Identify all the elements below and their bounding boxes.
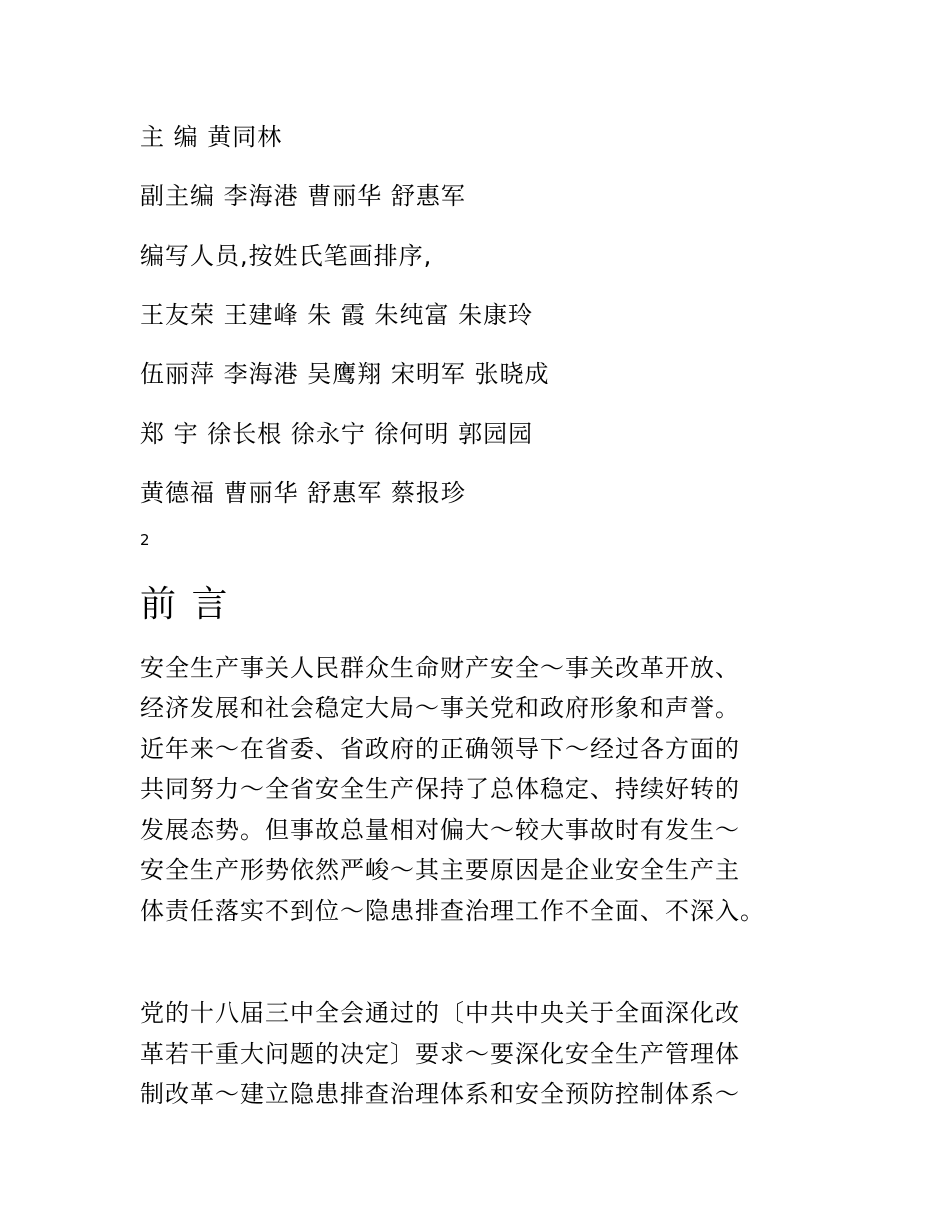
writers-line: 郑 宇 徐长根 徐永宁 徐何明 郭园园 [140, 420, 534, 448]
paragraph-line: 体责任落实不到位～隐患排查治理工作不全面、不深入。 [140, 897, 765, 925]
paragraph-line: 近年来～在省委、省政府的正确领导下～经过各方面的 [140, 735, 740, 763]
paragraph-line: 党的十八届三中全会通过的〔中共中央关于全面深化改 [140, 999, 740, 1027]
paragraph-line: 经济发展和社会稳定大局～事关党和政府形象和声誉。 [140, 694, 740, 722]
paragraph-line: 制改革～建立隐患排查治理体系和安全预防控制体系～ [140, 1080, 740, 1108]
writers-line: 王友荣 王建峰 朱 霞 朱纯富 朱康玲 [140, 301, 534, 329]
writers-heading-line: 编写人员,按姓氏笔画排序, [140, 242, 433, 270]
page-number: 2 [140, 531, 150, 549]
section-heading: 前 言 [140, 584, 230, 625]
chief-editor-line: 主 编 黄同林 [140, 123, 283, 151]
paragraph-line: 安全生产形势依然严峻～其主要原因是企业安全生产主 [140, 856, 740, 884]
paragraph-line: 安全生产事关人民群众生命财产安全～事关改革开放、 [140, 654, 740, 682]
writers-line: 黄德福 曹丽华 舒惠军 蔡报珍 [140, 479, 466, 507]
writers-line: 伍丽萍 李海港 吴鹰翔 宋明军 张晓成 [140, 360, 550, 388]
paragraph-line: 革若干重大问题的决定〕要求～要深化安全生产管理体 [140, 1040, 740, 1068]
paragraph-line: 共同努力～全省安全生产保持了总体稳定、持续好转的 [140, 775, 740, 803]
paragraph-line: 发展态势。但事故总量相对偏大～较大事故时有发生～ [140, 816, 740, 844]
deputy-editors-line: 副主编 李海港 曹丽华 舒惠军 [140, 182, 466, 210]
